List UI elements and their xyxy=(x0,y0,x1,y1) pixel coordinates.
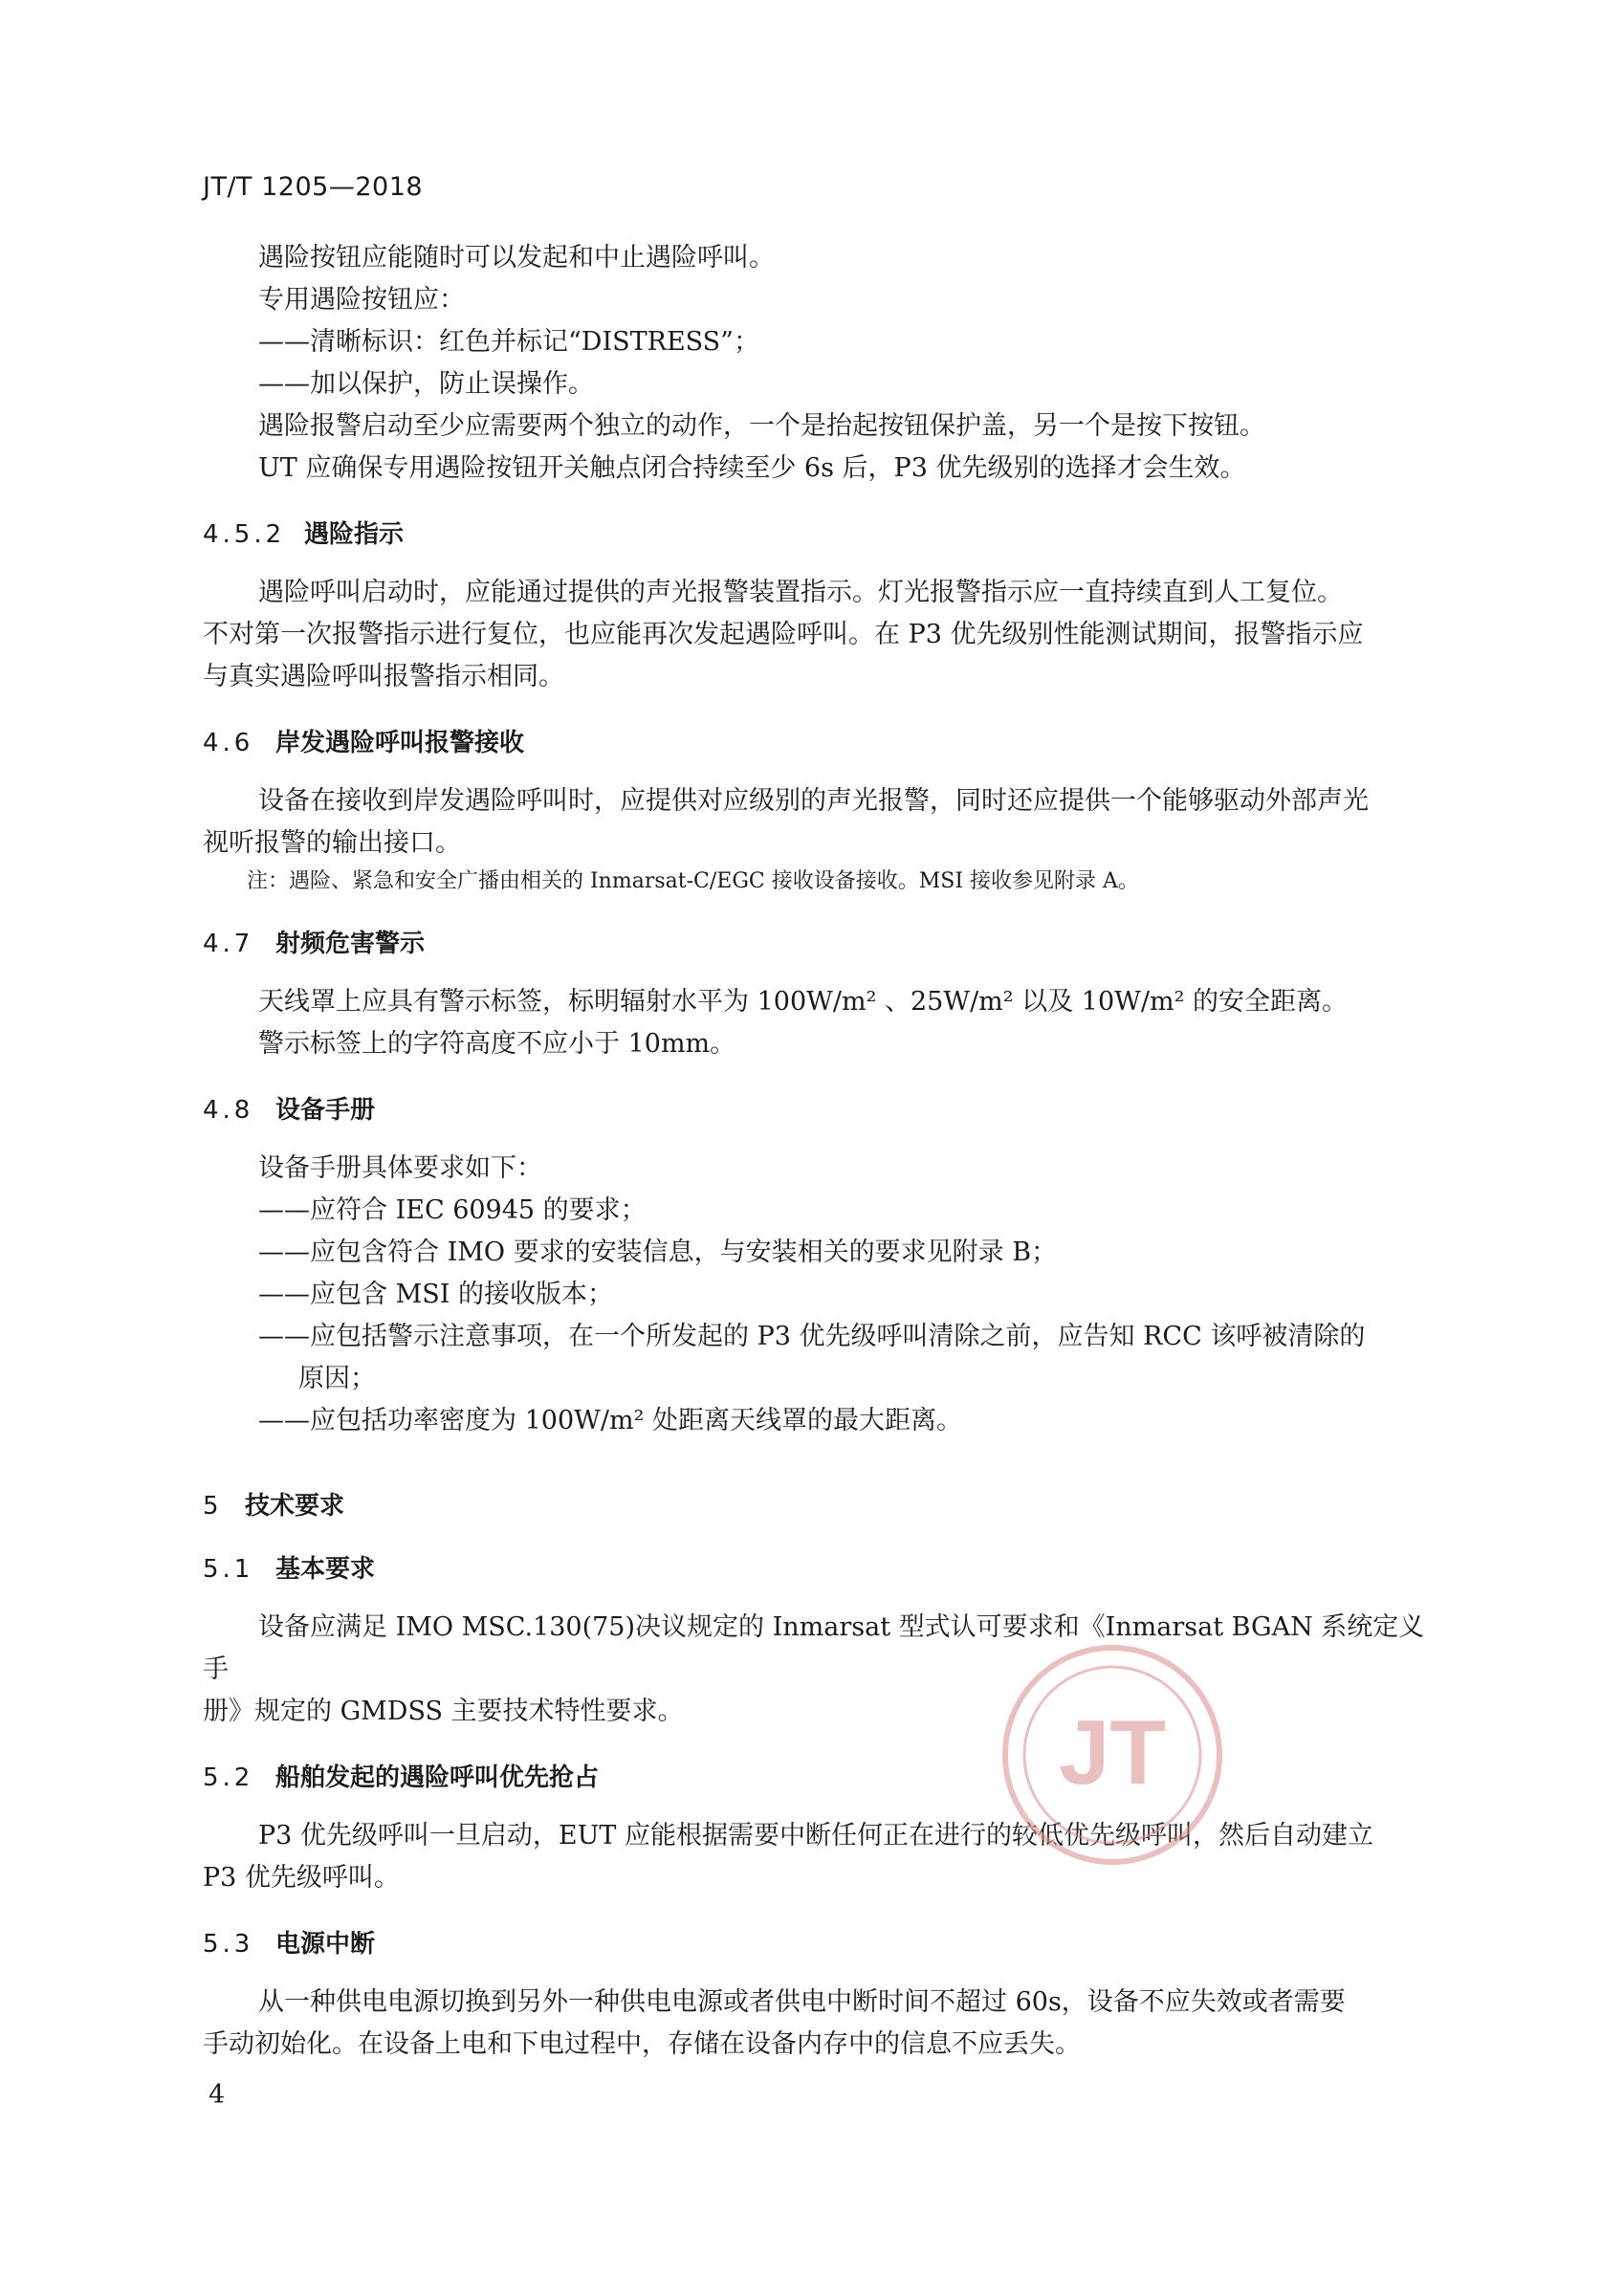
paragraph-line: 视听报警的输出接口。 xyxy=(203,828,461,858)
list-item: ——应符合 IEC 60945 的要求； xyxy=(258,1195,647,1225)
section-number: 5.3 xyxy=(203,1930,254,1959)
paragraph: 天线罩上应具有警示标签，标明辐射水平为 100W/m² 、25W/m² 以及 10W/m² 的安全距离。 xyxy=(258,987,1348,1017)
paragraph-line: 册》规定的 GMDSS 主要技术特性要求。 xyxy=(203,1697,684,1726)
standard-code: JT/T 1205—2018 xyxy=(203,172,424,202)
list-item: ——应包含符合 IMO 要求的安装信息，与安装相关的要求见附录 B； xyxy=(258,1238,1058,1267)
section-number: 4.5.2 xyxy=(203,520,286,549)
list-item-continuation: 原因； xyxy=(298,1364,376,1393)
paragraph-line: 与真实遇险呼叫报警指示相同。 xyxy=(203,662,564,691)
paragraph-line: 设备在接收到岸发遇险呼叫时，应提供对应级别的声光报警，同时还应提供一个能够驱动外部声光 xyxy=(258,786,1369,816)
section-title: 设备手册 xyxy=(275,1096,376,1125)
section-heading-4-7 xyxy=(203,926,1446,962)
paragraph-line: 手动初始化。在设备上电和下电过程中，存储在设备内存中的信息不应丢失。 xyxy=(203,2029,1081,2059)
paragraph: 警示标签上的字符高度不应小于 10mm。 xyxy=(258,1029,736,1059)
section-heading-4-8 xyxy=(203,1092,1446,1128)
section-title: 岸发遇险呼叫报警接收 xyxy=(275,729,525,757)
note: 注：遇险、紧急和安全广播由相关的 Inmarsat-C/EGC 接收设备接收。MSI 接收参见附录 A。 xyxy=(247,869,1139,893)
section-number: 5 xyxy=(203,1492,223,1521)
section-title: 电源中断 xyxy=(275,1930,376,1959)
paragraph-line: 设备应满足 IMO MSC.130(75)决议规定的 Inmarsat 型式认可要求和《Inmarsat BGAN 系统定义手 xyxy=(203,1612,1425,1684)
section-heading-4-5-2 xyxy=(203,516,1446,553)
section-heading-4-6 xyxy=(203,725,1446,761)
paragraph: 专用遇险按钮应： xyxy=(258,285,465,315)
section-title: 技术要求 xyxy=(245,1492,345,1521)
list-item: ——应包括警示注意事项，在一个所发起的 P3 优先级呼叫清除之前，应告知 RCC 该呼被清除的 xyxy=(258,1322,1366,1351)
page-number: 4 xyxy=(208,2080,226,2110)
paragraph: UT 应确保专用遇险按钮开关触点闭合持续至少 6s 后，P3 优先级别的选择才会生效。 xyxy=(258,453,1246,483)
section-title: 基本要求 xyxy=(275,1555,376,1584)
paragraph-line: 不对第一次报警指示进行复位，也应能再次发起遇险呼叫。在 P3 优先级别性能测试期间，报警指示应 xyxy=(203,620,1364,649)
paragraph-line: P3 优先级呼叫。 xyxy=(203,1863,400,1893)
list-item: ——加以保护，防止误操作。 xyxy=(258,369,594,399)
list-item: ——清晰标识：红色并标记“DISTRESS”； xyxy=(258,327,759,357)
paragraph-line: P3 优先级呼叫一旦启动，EUT 应能根据需要中断任何正在进行的较低优先级呼叫，然后自动建立 xyxy=(258,1821,1373,1851)
document-body xyxy=(203,237,1446,2066)
section-heading-5 xyxy=(203,1488,1446,1524)
section-heading-5-1 xyxy=(203,1551,1446,1588)
section-number: 4.6 xyxy=(203,729,254,757)
section-heading-5-3 xyxy=(203,1926,1446,1962)
section-number: 4.7 xyxy=(203,930,254,958)
paragraph-line: 从一种供电电源切换到另外一种供电电源或者供电中断时间不超过 60s，设备不应失效或者需要 xyxy=(258,1987,1346,2017)
section-number: 5.2 xyxy=(203,1763,254,1792)
section-number: 4.8 xyxy=(203,1096,254,1125)
list-item: ——应包括功率密度为 100W/m² 处距离天线罩的最大距离。 xyxy=(258,1406,962,1435)
section-title: 遇险指示 xyxy=(304,520,405,549)
seal-text: JT xyxy=(1058,1701,1167,1804)
paragraph: 设备手册具体要求如下： xyxy=(258,1153,542,1183)
section-title: 射频危害警示 xyxy=(275,930,426,958)
paragraph: 遇险按钮应能随时可以发起和中止遇险呼叫。 xyxy=(258,243,775,273)
jt-seal-stamp xyxy=(999,1642,1225,1868)
section-title: 船舶发起的遇险呼叫优先抢占 xyxy=(275,1763,600,1792)
section-number: 5.1 xyxy=(203,1555,254,1584)
list-item: ——应包含 MSI 的接收版本； xyxy=(258,1280,613,1309)
paragraph-line: 遇险呼叫启动时，应能通过提供的声光报警装置指示。灯光报警指示应一直持续直到人工复位。 xyxy=(258,578,1343,607)
paragraph: 遇险报警启动至少应需要两个独立的动作，一个是抬起按钮保护盖，另一个是按下按钮。 xyxy=(258,411,1265,441)
section-heading-5-2 xyxy=(203,1760,1446,1796)
